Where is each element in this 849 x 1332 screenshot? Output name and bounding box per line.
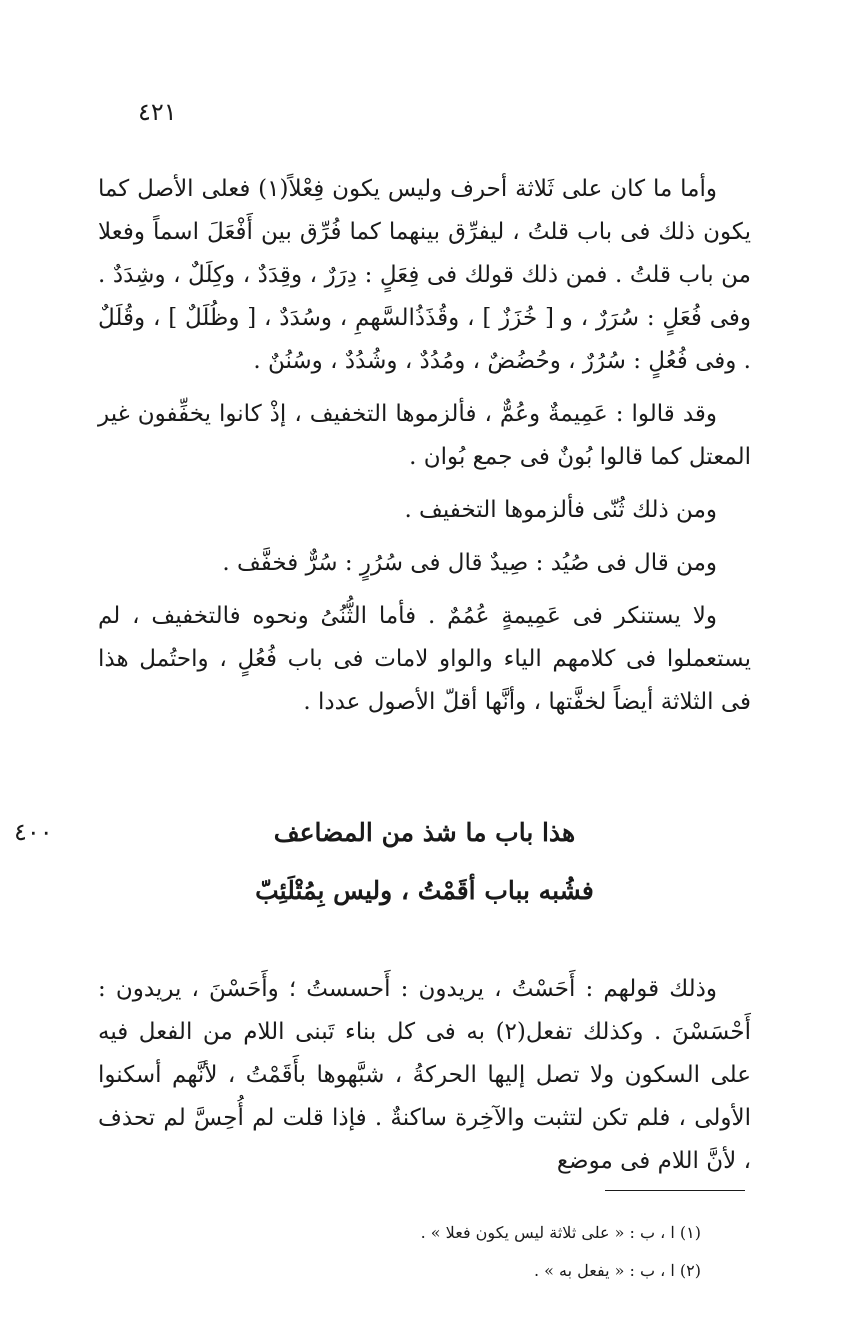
paragraph: ومن قال فى صُيُد : صِيدٌ قال فى سُرُرٍ : سُرٌّ فخفَّف .: [222, 550, 717, 576]
paragraph: ومن ذلك ثُنّى فألزموها التخفيف .: [404, 497, 717, 523]
chapter-subheading: فشُبه بباب أقَمْتُ ، وليس بِمُتْلَئِبّ: [255, 876, 594, 905]
footnote-divider: [605, 1190, 745, 1191]
chapter-heading: هذا باب ما شذ من المضاعف: [273, 818, 576, 847]
paragraph: وقد قالوا : عَمِيمةٌ وعُمٌّ ، فألزموها التخفيف ، إذْ كانوا يخفِّفون غير المعتل كما قالوا بُونٌ فى جمع بُوان .: [98, 401, 751, 470]
paragraph: ولا يستنكر فى عَمِيمةٍ عُمُمٌ . فأما الثُّنُىُ ونحوه فالتخفيف ، لم يستعملوا فى كلامهم الياء والواو لامات فى باب فُعُلٍ ، واحتُمل هذا فى الثلاثة أيضاً لخفَّتها ، وأنَّها أقلّ الأصول عددا .: [98, 603, 751, 715]
paragraph: وذلك قولهم : أَحَسْتُ ، يريدون : أَحسستُ ؛ وأَحَسْنَ ، يريدون : أَحْسَسْنَ . وكذلك تفعل(٢) به فى كل بناء تَبنى اللام من الفعل فيه على السكون ولا تصل إليها الحركةُ ، شبَّهوها بأَقَمْتُ ، لأنَّهم أسكنوا الأولى ، فلم تكن لتثبت والآخِرة ساكنةٌ . فإذا قلت لم أُحِسَّ لم تحذف ، لأنَّ اللام فى موضع: [98, 976, 751, 1174]
footnote: (١) ا ، ب : « على ثلاثة ليس يكون فعلا » .: [420, 1223, 701, 1242]
margin-number: ٤٠٠: [14, 818, 53, 846]
footnote: (٢) ا ، ب : « يفعل به » .: [534, 1261, 701, 1280]
footnotes: [421, 1214, 701, 1290]
section-1-body: [98, 168, 751, 724]
section-2-body: [98, 968, 751, 1183]
page-number: ٤٢١: [138, 98, 177, 126]
paragraph: وأما ما كان على ثَلاثة أحرف وليس يكون فِعْلاً(١) فعلى الأصل كما يكون ذلك فى باب قلتُ ، ليفرِّق بينهما كما فُرِّق بين أَفْعَلَ اسماً وفعلا من باب قلتُ . فمن ذلك قولك فى فِعَلٍ : دِرَرٌ ، وقِدَدٌ ، وكِلَلٌ ، وشِدَدٌ . وفى فُعَلٍ : سُرَرٌ ، و [ خُزَزٌ ] ، وقُذَذُالسَّهمِ ، وسُدَدٌ ، [ وظُلَلٌ ] ، وقُلَلٌ . وفى فُعُلٍ : سُرُرٌ ، وحُضُضٌ ، ومُدُدٌ ، وشُدُدٌ ، وسُنُنٌ .: [98, 176, 751, 374]
